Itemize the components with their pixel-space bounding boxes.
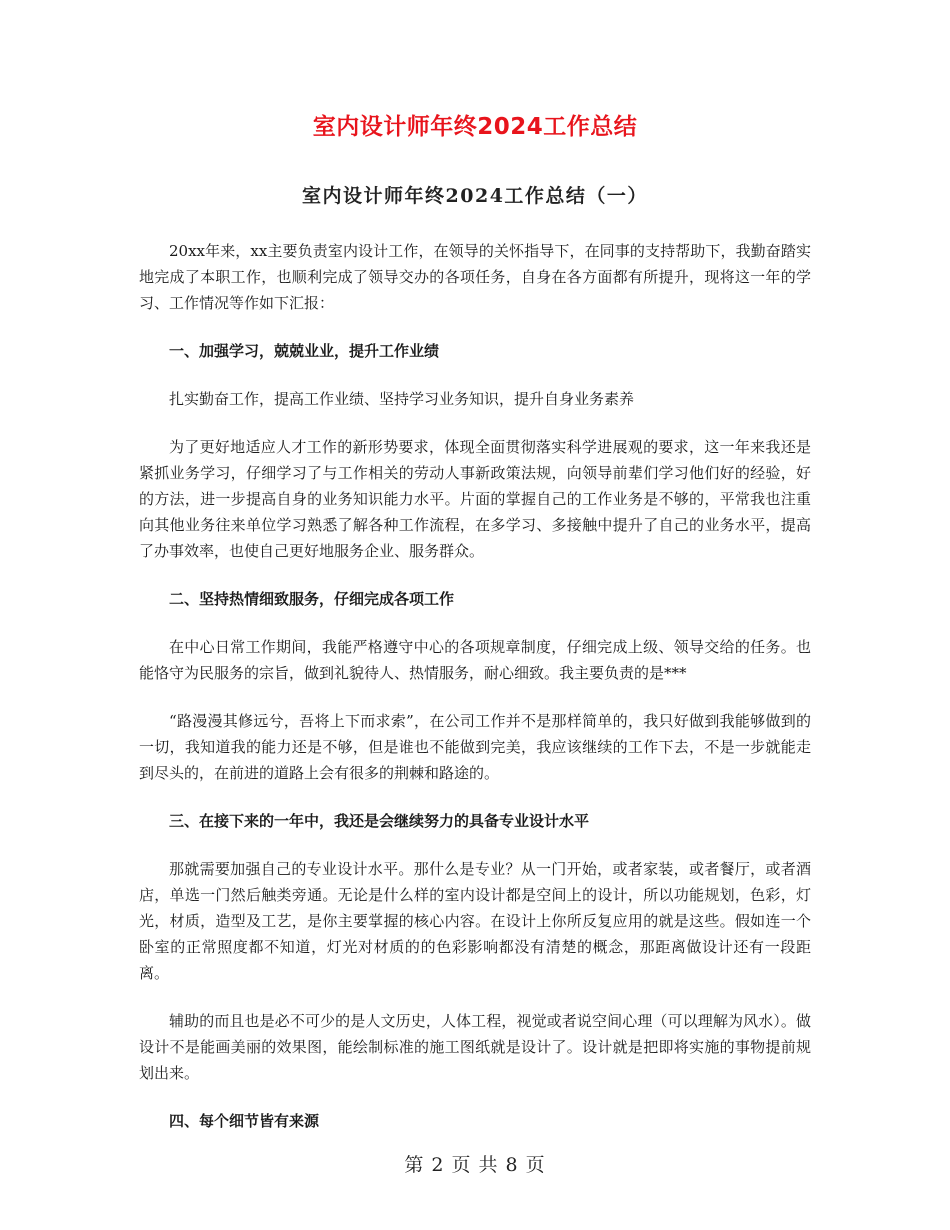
paragraph: 那就需要加强自己的专业设计水平。那什么是专业？从一门开始，或者家装，或者餐厅，或者酒店，单选一门然后触类旁通。无论是什么样的室内设计都是空间上的设计，所以功能规划，色彩，灯光，材质，造型及工艺，是你主要掌握的核心内容。在设计上你所反复应用的就是这些。假如连一个卧室的正常照度都不知道，灯光对材质的的色彩影响都没有清楚的概念，那距离做设计还有一段距离。 [139,860,811,982]
document-title: 室内设计师年终2024工作总结 [312,114,638,140]
paragraph: 扎实勤奋工作，提高工作业绩、坚持学习业务知识，提升自身业务素养 [169,390,635,408]
paragraph: 在中心日常工作期间，我能严格遵守中心的各项规章制度，仔细完成上级、领导交给的任务。也能恪守为民服务的宗旨，做到礼貌待人、热情服务，耐心细致。我主要负责的是*** [139,638,811,682]
section-heading-2: 二、坚持热情细致服务，仔细完成各项工作 [169,590,455,608]
paragraph: “路漫漫其修远兮，吾将上下而求索”，在公司工作并不是那样简单的，我只好做到我能够做到的一切，我知道我的能力还是不够，但是谁也不能做到完美，我应该继续的工作下去，不是一步就能走到尽头的，在前进的道路上会有很多的荆棘和路途的。 [139,712,811,782]
paragraph: 辅助的而且也是必不可少的是人文历史，人体工程，视觉或者说空间心理（可以理解为风水）。做设计不是能画美丽的效果图，能绘制标准的施工图纸就是设计了。设计就是把即将实施的事物提前规划出来。 [139,1012,811,1082]
section-heading-1: 一、加强学习，兢兢业业，提升工作业绩 [169,342,440,360]
document-body [139,238,811,1156]
paragraph: 为了更好地适应人才工作的新形势要求，体现全面贯彻落实科学进展观的要求，这一年来我还是紧抓业务学习，仔细学习了与工作相关的劳动人事新政策法规，向领导前辈们学习他们好的经验，好的方法，进一步提高自身的业务知识能力水平。片面的掌握自己的工作业务是不够的，平常我也注重向其他业务往来单位学习熟悉了解各种工作流程，在多学习、多接触中提升了自己的业务水平，提高了办事效率，也使自己更好地服务企业、服务群众。 [139,438,811,560]
section-heading-4: 四、每个细节皆有来源 [169,1112,320,1130]
section-heading-3: 三、在接下来的一年中，我还是会继续努力的具备专业设计水平 [169,812,590,830]
paragraph-intro: 20xx年来，xx主要负责室内设计工作，在领导的关怀指导下，在同事的支持帮助下，我勤奋踏实地完成了本职工作，也顺利完成了领导交办的各项任务，自身在各方面都有所提升，现将这一年的学习、工作情况等作如下汇报： [139,242,811,312]
page-number-footer: 第 2 页 共 8 页 [404,1154,546,1176]
document-subtitle: 室内设计师年终2024工作总结（一） [302,185,648,207]
